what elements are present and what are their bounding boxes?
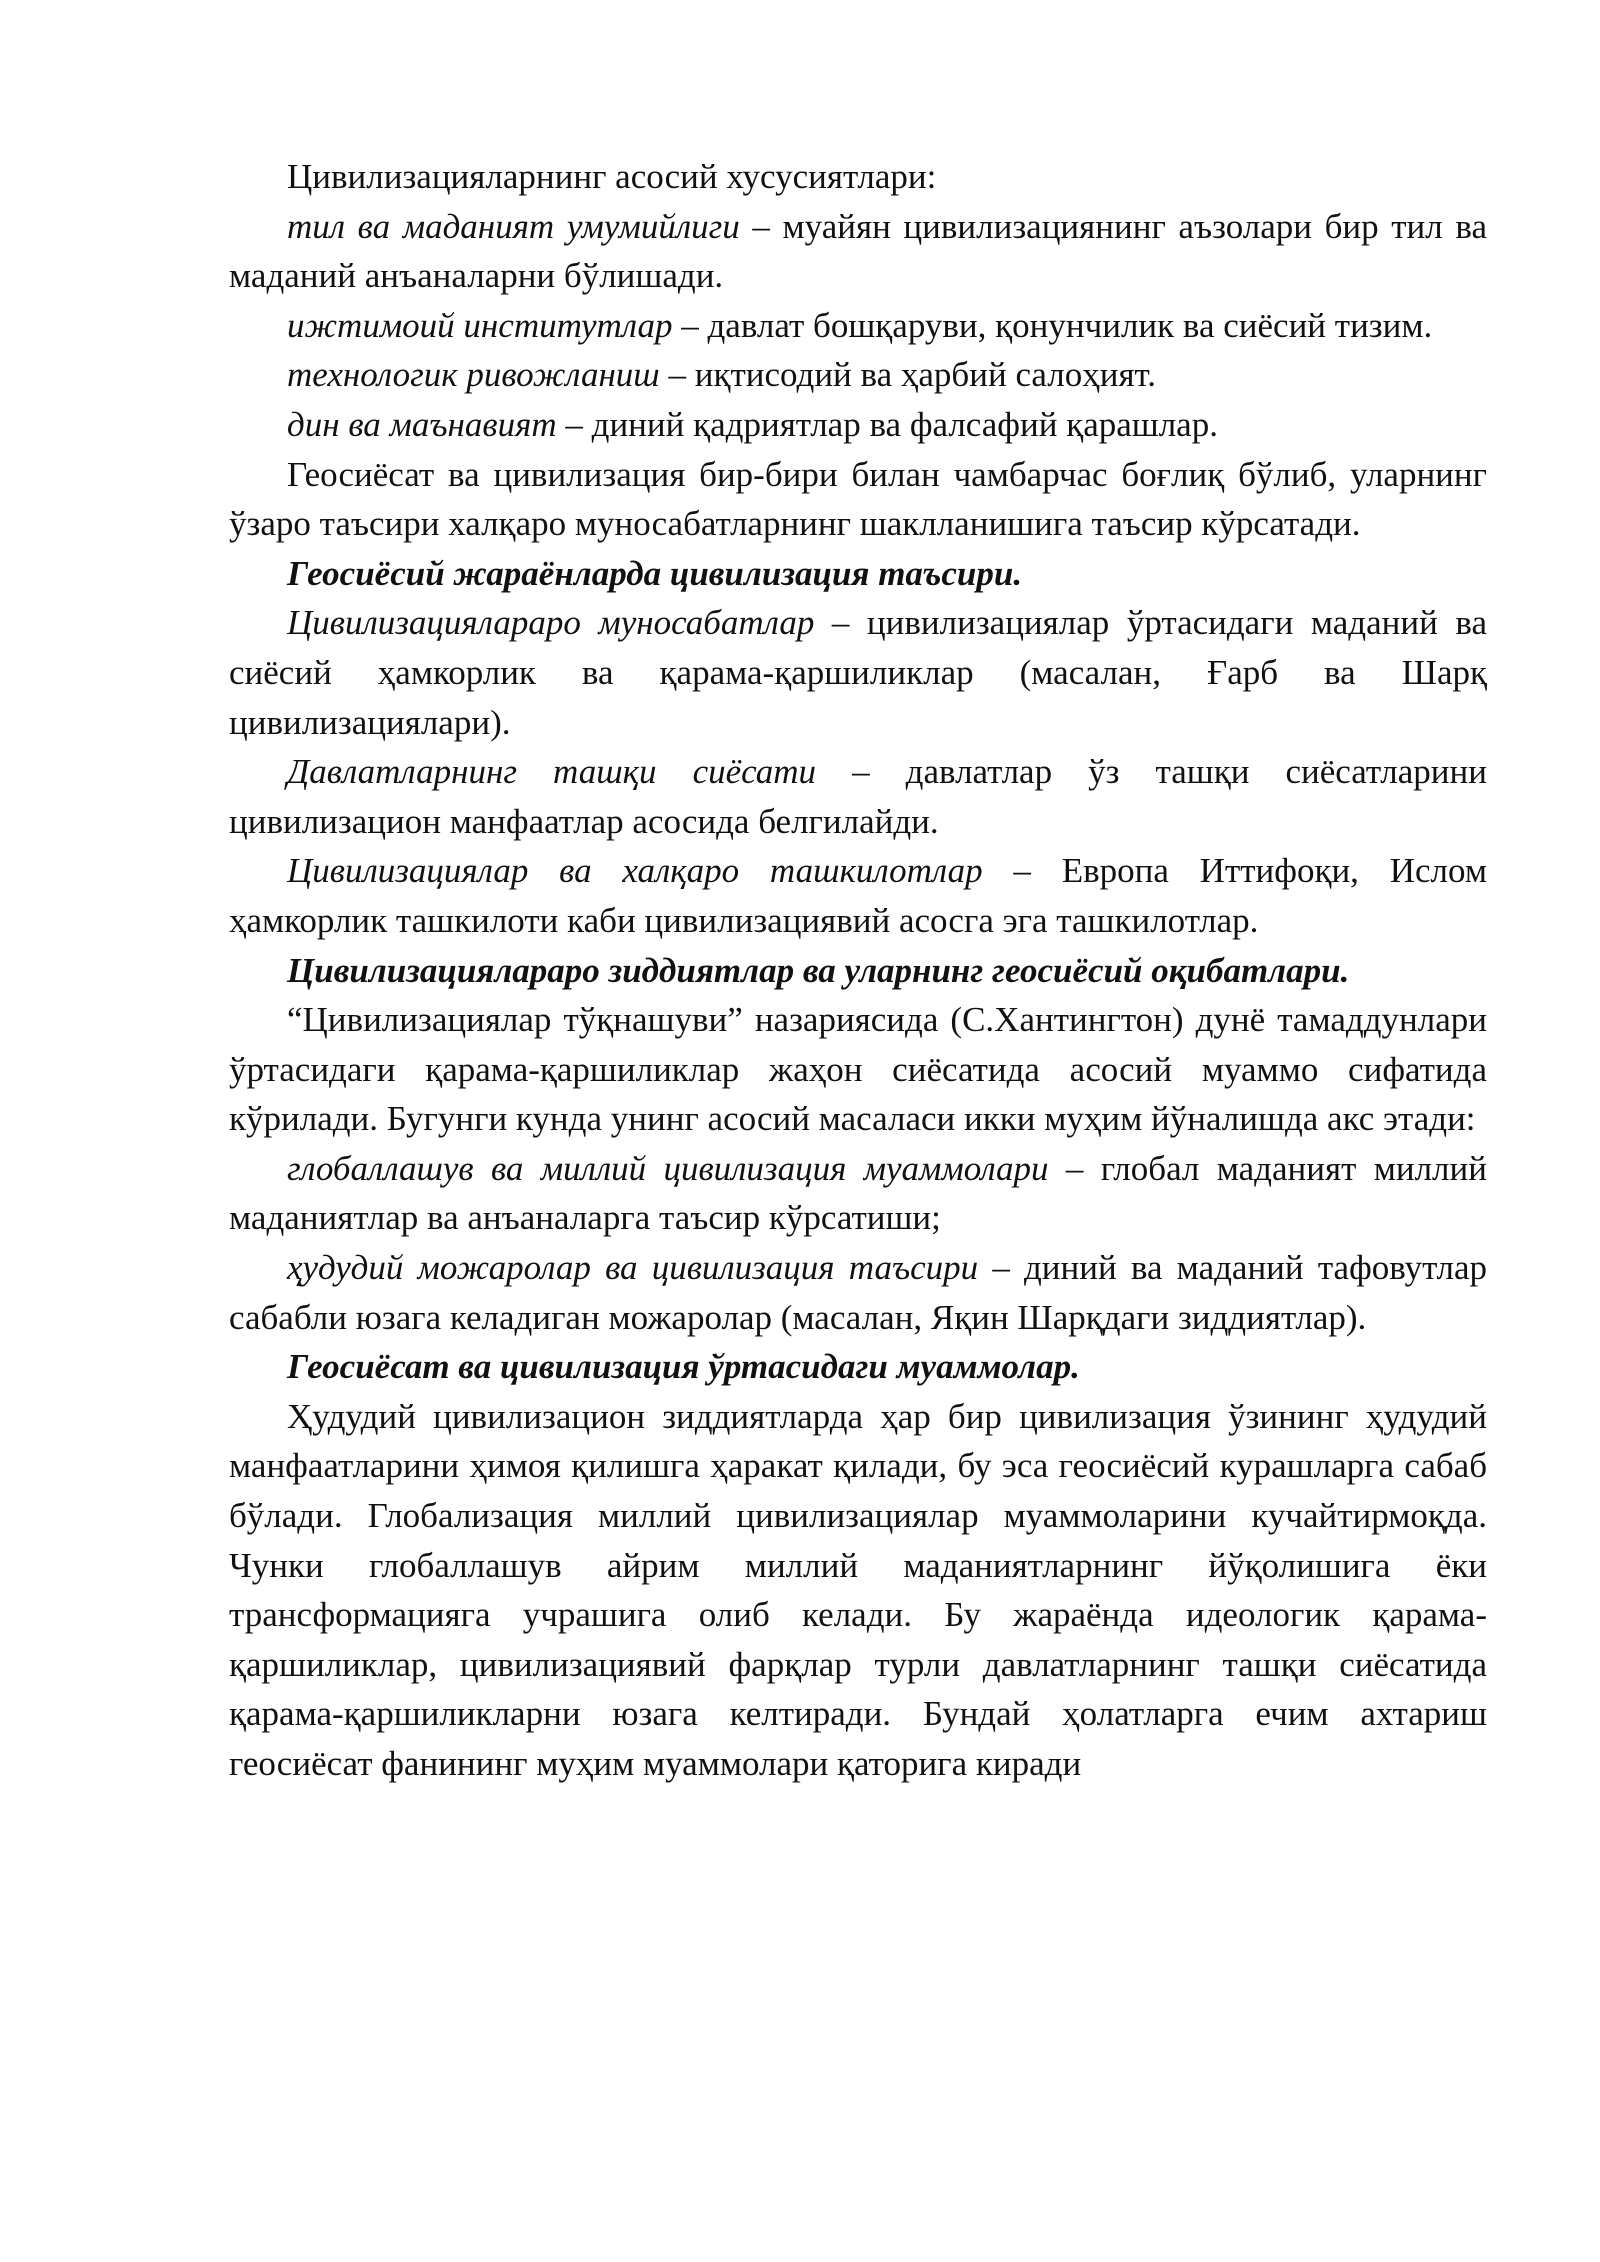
feature-term: тил ва маданият умумийлиги (287, 206, 740, 246)
feature-term: ижтимоий институтлар (287, 305, 673, 345)
influence-term: Цивилизацияларaро муносабатлар (287, 603, 815, 643)
section-heading-influence: Геосиёсий жараёнларда цивилизация таъсири. (287, 553, 1023, 593)
conflict-text: – диний ва маданий тафовутлар сабабли юзага келадиган можаролар (масалан, Яқин Шарқдаги зиддиятлар). (229, 1248, 1488, 1337)
features-intro: Цивилизацияларнинг асосий хусусиятлари: (287, 157, 937, 196)
conflict-item-regional (229, 1243, 1487, 1342)
influence-item-organizations (229, 846, 1487, 945)
section-heading-problems: Геосиёсат ва цивилизация ўртасидаги муаммолар. (287, 1347, 1080, 1387)
influence-text: – давлатлар ўз ташқи сиёсатларини цивилизацион манфаатлар асосида белгилайди. (229, 752, 1487, 841)
feature-text: – иқтисодий ва ҳарбий салоҳият. (659, 355, 1156, 395)
feature-term: дин ва маънавият (287, 404, 557, 444)
influence-text: – цивилизациялар ўртасидаги маданий ва сиёсий ҳамкорлик ва қарама-қаршиликлар (масалан, Ғарб ва Шарқ цивилизациялари). (229, 603, 1487, 742)
feature-item-institutions (229, 301, 1487, 351)
influence-item-foreign-policy (229, 747, 1487, 846)
section-heading-conflicts: Цивилизацияларaро зиддиятлар ва уларнинг геосиёсий оқибатлари. (287, 950, 1350, 990)
influence-text: – Европа Иттифоқи, Ислом ҳамкорлик ташкилоти каби цивилизациявий асосга эга ташкилотлар. (229, 851, 1487, 940)
feature-text: – давлат бошқаруви, қонунчилик ва сиёсий тизим. (672, 305, 1433, 345)
conflicts-intro-paragraph: “Цивилизациялар тўқнашуви” назариясида (С.Хантингтон) дунё тамаддунлари ўртасидаги қарама-қаршиликлар жаҳон сиёсатида асосий муаммо сифатида кўрилади. Бугунги кунда унинг асосий масаласи икки муҳим йўналишда акс этади: (229, 1000, 1487, 1139)
document-page (229, 152, 1487, 1789)
conflict-term: ҳудудий можаролар ва цивилизация таъсири (287, 1248, 979, 1288)
feature-text: – диний қадриятлар ва фалсафий қарашлар. (556, 404, 1218, 444)
feature-term: технологик ривожланиш (287, 355, 660, 395)
feature-item-technology (229, 350, 1487, 400)
influence-term: Давлатларнинг ташқи сиёсати (287, 752, 817, 792)
conflict-text: – глобал маданият миллий маданиятлар ва анъаналарга таъсир кўрсатиши; (229, 1148, 1487, 1238)
influence-term: Цивилизациялар ва халқаро ташкилотлар (287, 851, 983, 891)
conflict-term: глобаллашув ва миллий цивилизация муаммолари (287, 1148, 1049, 1188)
problems-body-paragraph: Ҳудудий цивилизацион зиддиятларда ҳар бир цивилизация ўзининг ҳудудий манфаатларини ҳимоя қилишга ҳаракат қилади, бу эса геосиёсий курашларга сабаб бўлади. Глобализация миллий цивилизациялар муаммоларини кучайтирмоқда. Чунки глобаллашув айрим миллий маданиятларнинг йўқолишига ёки трансформацияга учрашига олиб келади. Бу жараёнда идеологик қарама-қаршиликлар, цивилизациявий фарқлар турли давлатларнинг ташқи сиёсатида қарама-қаршиликларни юзага келтиради. Бундай ҳолатларга ечим ахтариш геосиёсат фанининг муҳим муаммолари қаторига киради (229, 1396, 1487, 1783)
influence-item-relations (229, 598, 1487, 747)
feature-text: – муайян цивилизациянинг аъзолари бир тил ва маданий анъаналарни бўлишади. (229, 206, 1487, 296)
feature-item-language (229, 202, 1487, 301)
conflict-item-globalization (229, 1144, 1487, 1243)
feature-item-religion (229, 400, 1487, 450)
summary-paragraph: Геосиёсат ва цивилизация бир-бири билан чамбарчас боғлиқ бўлиб, уларнинг ўзаро таъсири халқаро муносабатларнинг шаклланишига таъсир кўрсатади. (229, 454, 1487, 544)
